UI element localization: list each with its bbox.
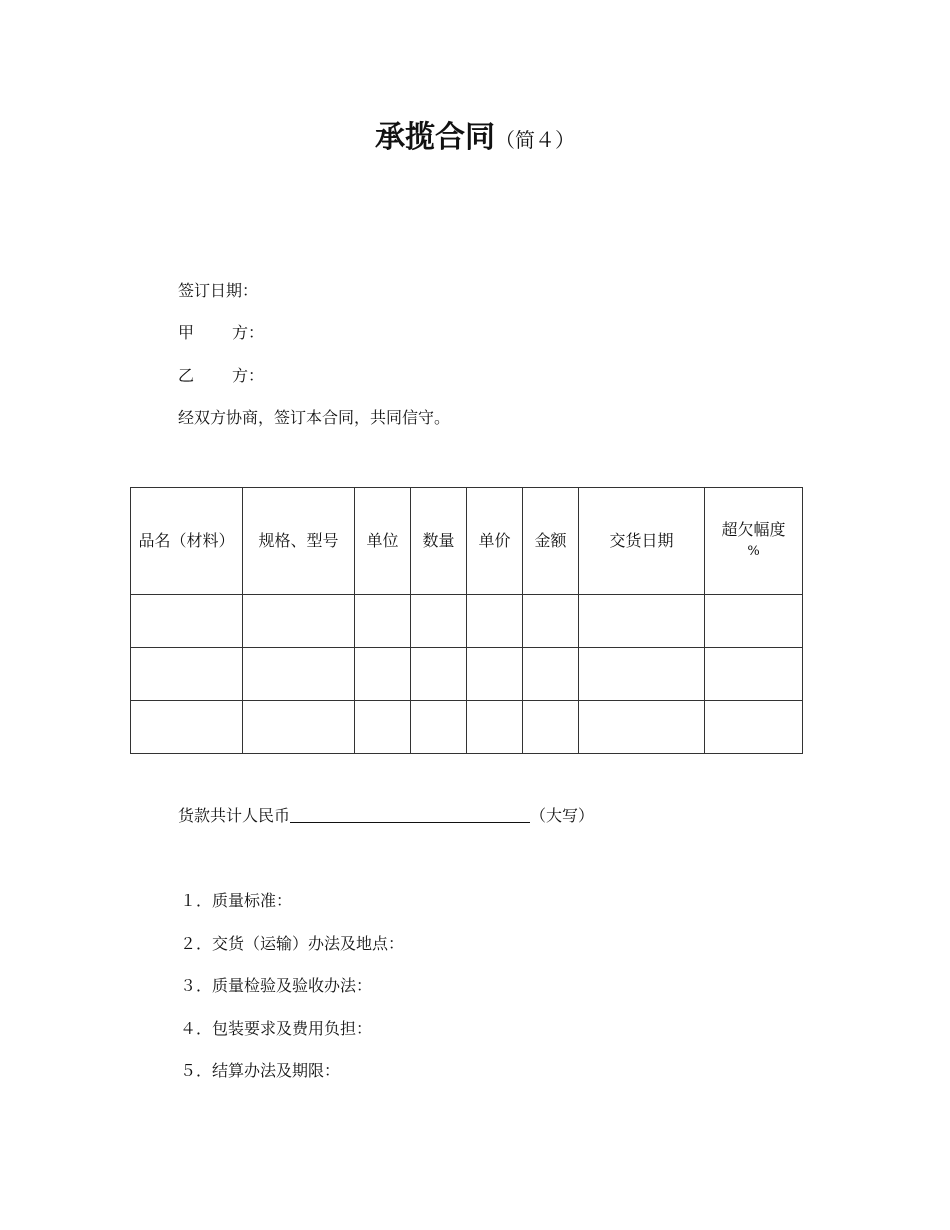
table-cell[interactable] [131, 701, 243, 754]
table-cell[interactable] [243, 701, 355, 754]
party-b-field [178, 363, 264, 386]
table-row [131, 701, 803, 754]
header-cell-unit: 单位 [355, 488, 411, 595]
payment-total-line [178, 803, 594, 826]
table-cell[interactable] [467, 595, 523, 648]
header-cell-delivery-date: 交货日期 [579, 488, 705, 595]
table-cell[interactable] [705, 701, 803, 754]
table-cell[interactable] [243, 648, 355, 701]
clause-item: ５．结算办法及期限： [180, 1061, 341, 1080]
header-cell-quantity: 数量 [411, 488, 467, 595]
table-cell[interactable] [131, 648, 243, 701]
header-cell-tolerance-unit: % [747, 544, 760, 559]
clause-item: １．质量标准： [180, 891, 293, 910]
goods-table [130, 487, 803, 754]
table-cell[interactable] [579, 701, 705, 754]
header-cell-amount: 金额 [523, 488, 579, 595]
table-cell[interactable] [523, 648, 579, 701]
party-a-suffix: 方： [232, 323, 265, 342]
table-cell[interactable] [579, 648, 705, 701]
party-a-field [178, 320, 264, 343]
preamble-text: 经双方协商，签订本合同，共同信守。 [178, 408, 451, 427]
table-cell[interactable] [523, 595, 579, 648]
table-cell[interactable] [355, 648, 411, 701]
header-cell-product-name: 品名（材料） [131, 488, 243, 595]
header-cell-spec-model: 规格、型号 [243, 488, 355, 595]
table-cell[interactable] [131, 595, 243, 648]
title-main: 承揽合同 [375, 120, 495, 155]
party-a-label: 甲 [178, 323, 195, 342]
payment-suffix: （大写） [530, 806, 595, 825]
header-cell-tolerance [705, 488, 803, 595]
table-cell[interactable] [411, 595, 467, 648]
table-cell[interactable] [411, 648, 467, 701]
table-header-row [131, 488, 803, 595]
party-b-label: 乙 [178, 366, 195, 385]
title-subtitle: （简４） [495, 128, 575, 152]
party-b-suffix: 方： [232, 366, 265, 385]
payment-prefix: 货款共计人民币 [178, 806, 291, 825]
table-row [131, 648, 803, 701]
table-cell[interactable] [523, 701, 579, 754]
table-row [131, 595, 803, 648]
table-cell[interactable] [467, 648, 523, 701]
clause-item: ３．质量检验及验收办法： [180, 976, 373, 995]
table-cell[interactable] [355, 595, 411, 648]
table-cell[interactable] [705, 648, 803, 701]
document-title [0, 112, 950, 156]
header-cell-unit-price: 单价 [467, 488, 523, 595]
clause-item: ２．交货（运输）办法及地点： [180, 934, 405, 953]
table-cell[interactable] [705, 595, 803, 648]
table-cell[interactable] [243, 595, 355, 648]
header-cell-tolerance-label: 超欠幅度 [721, 520, 786, 539]
table-cell[interactable] [355, 701, 411, 754]
table-cell[interactable] [411, 701, 467, 754]
table-cell[interactable] [467, 701, 523, 754]
clause-item: ４．包装要求及费用负担： [180, 1019, 373, 1038]
payment-amount-blank[interactable] [290, 806, 530, 823]
sign-date-field: 签订日期： [178, 281, 259, 300]
table-cell[interactable] [579, 595, 705, 648]
